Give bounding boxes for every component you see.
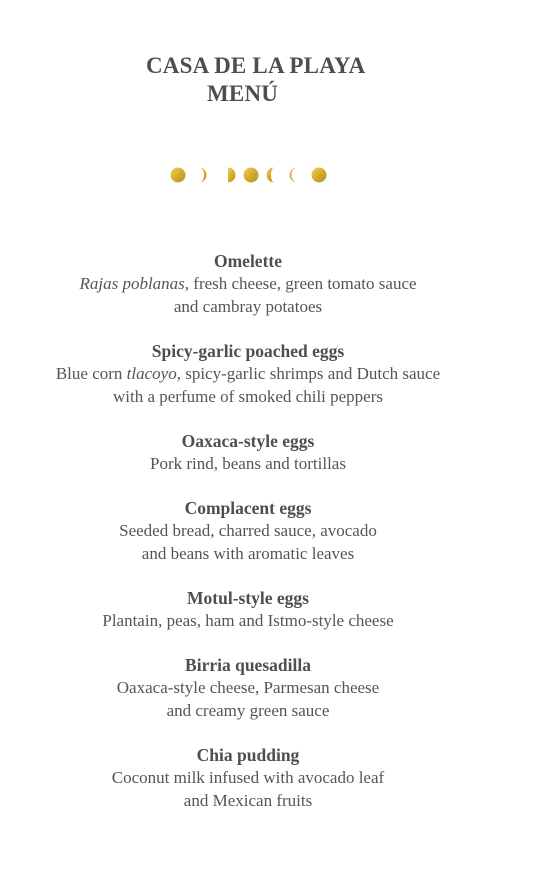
menu-item-birria-quesadilla — [0, 654, 496, 722]
full-moon-icon — [312, 168, 327, 183]
dish-text: Blue corn — [55, 364, 127, 383]
dish-text: and beans with aromatic leaves — [141, 544, 355, 563]
menu-item-complacent-eggs — [0, 497, 496, 565]
dish-name: Birria quesadilla — [185, 655, 311, 675]
moon-phases-decoration — [0, 166, 556, 184]
dish-text: and cambray potatoes — [173, 297, 323, 316]
menu-item-omelette — [0, 250, 496, 318]
restaurant-name: CASA DE LA PLAYA — [146, 53, 366, 78]
dish-text: Plantain, peas, ham and Istmo-style cheese — [102, 611, 394, 630]
half-moon-left-icon — [267, 168, 274, 183]
menu-item-poached-eggs — [0, 340, 496, 408]
dish-italic-term: tlacoyo — [126, 364, 177, 383]
dish-description — [0, 362, 496, 408]
menu-item-chia-pudding — [0, 744, 496, 812]
dish-name: Complacent eggs — [184, 498, 312, 518]
menu-list — [0, 250, 496, 834]
dish-text: and creamy green sauce — [166, 701, 330, 720]
crescent-moon-icon — [290, 168, 297, 183]
menu-title: MENÚ — [207, 81, 279, 106]
dish-name: Spicy-garlic poached eggs — [151, 341, 345, 361]
dish-name: Motul-style eggs — [187, 588, 309, 608]
dish-name: Omelette — [213, 251, 282, 271]
full-moon-icon — [171, 168, 186, 183]
dish-description — [0, 272, 496, 318]
dish-description — [0, 519, 496, 565]
dish-description — [0, 452, 496, 475]
full-moon-icon — [244, 168, 259, 183]
dish-text: Coconut milk infused with avocado leaf — [111, 768, 385, 787]
dish-text: Seeded bread, charred sauce, avocado — [119, 521, 377, 540]
menu-item-oaxaca-eggs — [0, 430, 496, 475]
menu-header — [146, 52, 365, 108]
dish-text: with a perfume of smoked chili peppers — [112, 387, 384, 406]
dish-description — [0, 609, 496, 632]
half-moon-icon — [228, 168, 236, 183]
menu-item-motul-eggs — [0, 587, 496, 632]
dish-name: Oaxaca-style eggs — [181, 431, 315, 451]
dish-text: and Mexican fruits — [183, 791, 313, 810]
dish-text: Pork rind, beans and tortillas — [150, 454, 346, 473]
dish-text: , fresh cheese, green tomato sauce — [184, 274, 417, 293]
dish-italic-term: Rajas poblanas — [79, 274, 185, 293]
gibbous-moon-icon — [199, 168, 207, 183]
dish-text: , spicy-garlic shrimps and Dutch sauce — [176, 364, 441, 383]
dish-description — [0, 676, 496, 722]
dish-description — [0, 766, 496, 812]
dish-name: Chia pudding — [196, 745, 300, 765]
dish-text: Oaxaca-style cheese, Parmesan cheese — [116, 678, 380, 697]
